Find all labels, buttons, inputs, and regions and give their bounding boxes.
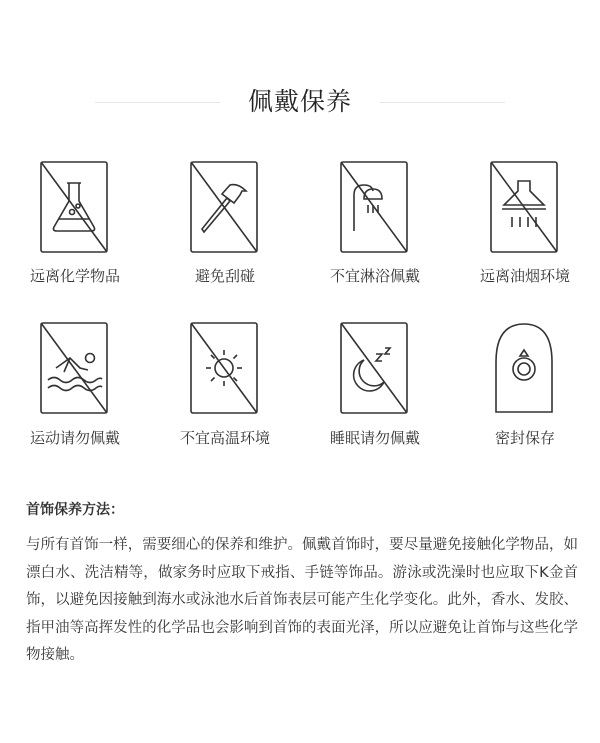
care-item-sealed xyxy=(450,320,600,470)
care-method-heading: 首饰保养方法： xyxy=(26,502,124,518)
care-item-heat xyxy=(150,320,300,470)
range-hood-icon xyxy=(490,161,558,253)
care-item-label: 睡眠请勿佩戴 xyxy=(329,429,420,447)
moon-icon xyxy=(340,322,408,414)
care-item-scratch xyxy=(150,158,300,308)
title-divider-right xyxy=(380,102,505,103)
care-item-smoke xyxy=(450,158,600,308)
care-item-label: 避免刮碰 xyxy=(194,267,255,285)
care-method-text: 与所有首饰一样，需要细心的保养和维护。佩戴首饰时，要尽量避免接触化学物品，如漂白水、洗洁精等，做家务时应取下戒指、手链等饰品。游泳或洗澡时也应取下K金首饰，以避免因接触到海水或泳池水后首饰表层可能产生化学变化。此外，香水、发胶、指甲油等高挥发性的化学品也会影响到首饰的表面光泽，所以应避免让首饰与这些化学物接触。 xyxy=(26,537,578,663)
care-item-sleep xyxy=(300,320,450,470)
shower-icon xyxy=(340,161,408,253)
care-item-chemicals xyxy=(0,158,150,308)
care-item-shower xyxy=(300,158,450,308)
care-item-label: 运动请勿佩戴 xyxy=(29,429,120,447)
care-item-label: 不宜高温环境 xyxy=(179,429,270,447)
section-title: 佩戴保养 xyxy=(247,87,352,116)
care-item-label: 远离化学物品 xyxy=(29,267,120,285)
care-item-label: 远离油烟环境 xyxy=(479,267,570,285)
sun-icon xyxy=(190,322,258,414)
section-header xyxy=(0,82,600,122)
care-item-label: 密封保存 xyxy=(494,429,555,447)
swimmer-icon xyxy=(40,322,108,414)
hammer-icon xyxy=(190,161,258,253)
flask-icon xyxy=(40,161,108,253)
care-item-sports xyxy=(0,320,150,470)
ring-case-icon xyxy=(490,322,558,414)
care-item-label: 不宜淋浴佩戴 xyxy=(329,267,420,285)
